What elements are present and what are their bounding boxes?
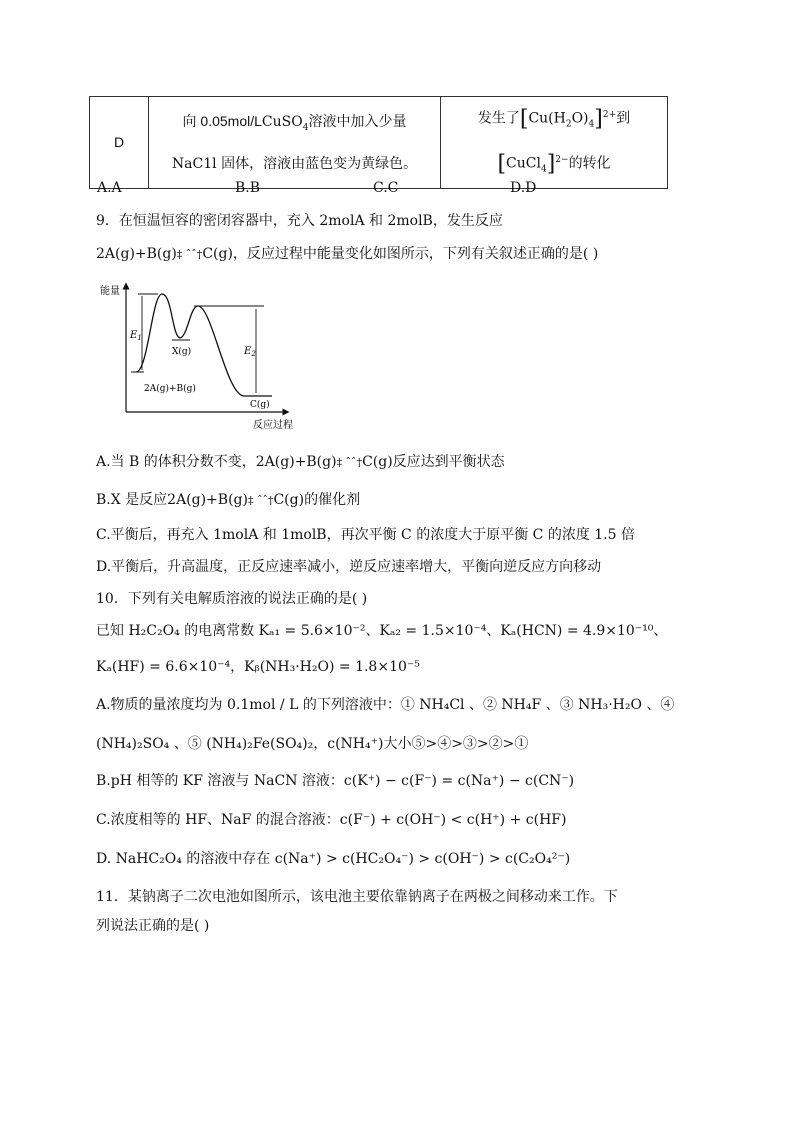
equilibrium-arrow-icon: ‡ ˆˆ† <box>176 248 203 261</box>
y-axis-label: 能量 <box>100 286 120 297</box>
x-intermediate-label: X(g) <box>172 347 192 357</box>
q8-option-b: B.B <box>235 180 261 196</box>
conclusion-charge: 2+ <box>602 110 617 120</box>
conclusion-charge-2: 2− <box>555 155 569 166</box>
conclusion-text: 发生了 <box>477 110 520 127</box>
q10-option-c: C.浓度相等的 HF、NaF 的混合溶液：c(F⁻) + c(OH⁻) < c(H⁺) + c(HF) <box>96 812 567 828</box>
description-line-2 <box>149 146 440 182</box>
conclusion-ion-3: CuCl <box>506 156 541 173</box>
conclusion-sub-1: 2 <box>565 119 572 130</box>
reactant-label: 2A(g)+B(g) <box>144 384 196 394</box>
q9-option-a-text: A.当 B 的体积分数不变， <box>96 454 256 470</box>
q9-option-b-text: B.X 是反应 <box>96 492 168 508</box>
equilibrium-arrow-icon: ‡ ˆˆ† <box>247 494 274 507</box>
table-row <box>90 97 668 189</box>
q9-option-a-reaction: 2A(g)+B(g) <box>255 454 337 470</box>
q9-option-b <box>96 489 360 509</box>
q9-stem-line-2 <box>96 243 598 263</box>
q10-option-a-line-2: (NH₄)₂SO₄ 、⑤ (NH₄)₂Fe(SO₄)₂，c(NH₄⁺)大小⑤>④>③>②>① <box>96 736 529 752</box>
description-line-1 <box>149 103 440 146</box>
q9-reactants: 2A(g)+B(g) <box>96 246 177 262</box>
e1-label: $E_1$ <box>130 330 142 342</box>
description-text-2: NaC1l 固体，溶液由蓝色变为黄绿色。 <box>171 155 418 172</box>
conclusion-line-2: [CuCl$_4$]$^{2-}$的转化 <box>497 152 611 178</box>
product-label: C(g) <box>250 400 270 410</box>
equilibrium-arrow-icon: ‡ ˆˆ† <box>336 456 363 469</box>
q9-option-a-tail: C(g)反应达到平衡状态 <box>362 454 505 470</box>
row-label <box>90 97 149 189</box>
q10-known-constants: 已知 H₂C₂O₄ 的电离常数 Kₐ₁ = 5.6×10⁻²、Kₐ₂ = 1.5×10⁻⁴、Kₐ(HCN) = 4.9×10⁻¹⁰、 <box>96 623 668 639</box>
q8-option-d: D.D <box>510 180 537 196</box>
q10-known-constants-2: Kₐ(HF) = 6.6×10⁻⁴，Kᵦ(NH₃·H₂O) = 1.8×10⁻⁵ <box>96 659 420 675</box>
q9-option-d: D.平衡后，升高温度，正反应速率减小，逆反应速率增大，平衡向逆反应方向移动 <box>96 559 602 575</box>
q9-stem-line-1: 9．在恒温恒容的密闭容器中，充入 2molA 和 2molB，发生反应 <box>96 213 503 229</box>
q9-option-b-tail: C(g)的催化剂 <box>273 492 361 508</box>
conclusion-to: 到 <box>616 110 631 127</box>
energy-diagram <box>98 278 298 430</box>
conclusion-sub-2: 4 <box>588 119 595 130</box>
q11-stem-line-2: 列说法正确的是( ) <box>96 918 210 934</box>
row-description <box>149 97 441 189</box>
q8-option-a: A.A <box>97 180 122 196</box>
description-formula: CuSO <box>261 114 303 131</box>
q9-option-c: C.平衡后，再充入 1molA 和 1molB，再次平衡 C 的浓度大于原平衡 C 的浓度 1.5 倍 <box>96 527 635 543</box>
q9-option-b-reaction: 2A(g)+B(g) <box>167 492 248 508</box>
e2-label: $E_2$ <box>244 346 256 358</box>
x-axis-label: 反应过程 <box>253 420 293 430</box>
conclusion-ion-2: O) <box>571 110 589 127</box>
q8-option-c: C.C <box>373 180 399 196</box>
conclusion-tail: 的转化 <box>568 156 611 173</box>
q10-option-b: B.pH 相等的 KF 溶液与 NaCN 溶液：c(K⁺) − c(F⁻) = c(Na⁺) − c(CN⁻) <box>96 773 575 789</box>
description-text: 溶液中加入少量 <box>308 114 407 131</box>
q9-products-text: C(g)，反应过程中能量变化如图所示，下列有关叙述正确的是( ) <box>202 246 599 262</box>
q10-stem: 10．下列有关电解质溶液的说法正确的是( ) <box>96 591 368 607</box>
q9-option-a <box>96 451 505 471</box>
energy-curve <box>136 294 272 396</box>
description-concentration: 向 0.05mol/L <box>182 113 262 130</box>
q11-stem-line-1: 11．某钠离子二次电池如图所示，该电池主要依靠钠离子在两极之间移动来工作。下 <box>96 889 618 905</box>
conclusion-ion: Cu(H <box>528 110 566 127</box>
description-formula-sub: 4 <box>302 122 309 133</box>
row-label-text: D <box>113 133 125 150</box>
conclusion-sub-3: 4 <box>540 164 547 175</box>
conclusion-line-1: 发生了$[Cu(H_2O)_4]^{2+}$到 <box>477 106 631 132</box>
q10-option-a-line-1: A.物质的量浓度均为 0.1mol / L 的下列溶液中：① NH₄Cl 、② NH₄F 、③ NH₃·H₂O 、④ <box>96 697 675 713</box>
options-table <box>89 96 668 189</box>
q10-option-d: D. NaHC₂O₄ 的溶液中存在 c(Na⁺) > c(HC₂O₄⁻) > c(OH⁻) > c(C₂O₄²⁻) <box>96 851 571 867</box>
row-conclusion <box>441 97 668 189</box>
